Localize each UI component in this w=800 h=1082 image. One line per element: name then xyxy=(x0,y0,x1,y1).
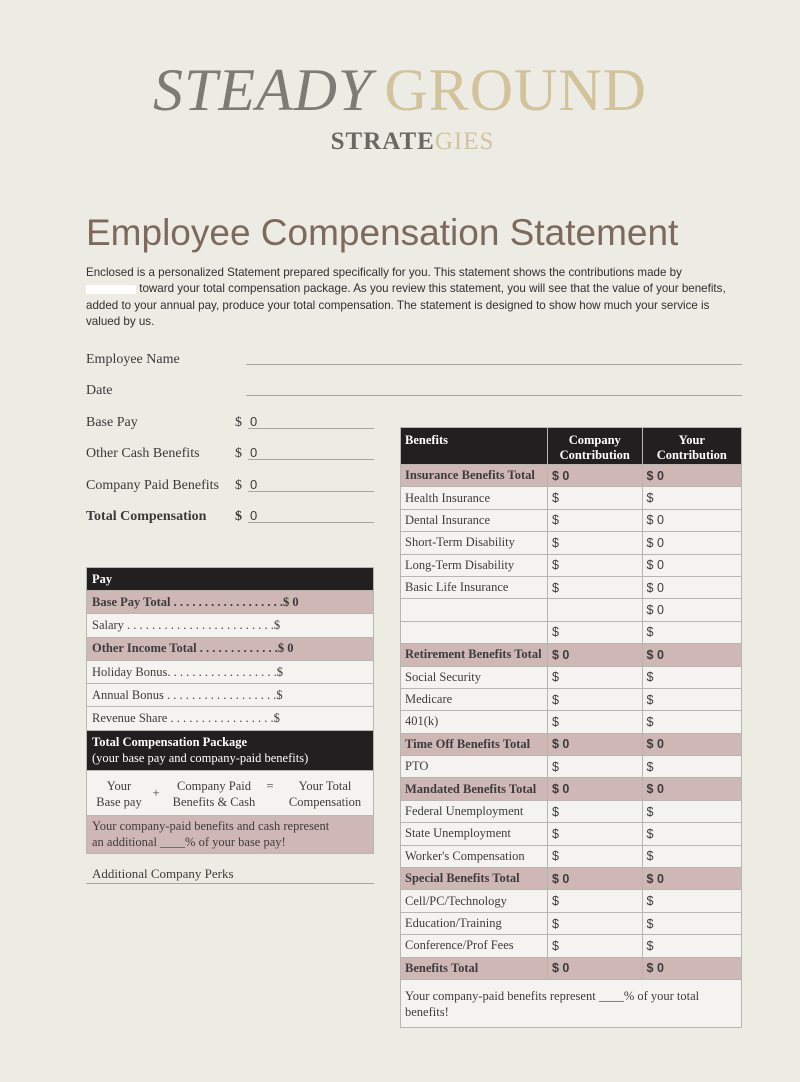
company-contribution-cell[interactable]: $ xyxy=(547,554,642,576)
intro-rest: toward your total compensation package. As you review this statement, you will see that the value of your benefits, added to your annual pay, produce your total compensation. The statement is designed to show how much your service is valued by us. xyxy=(86,282,726,328)
base-pay-value[interactable]: 0 xyxy=(250,414,258,429)
benefit-label: Social Security xyxy=(401,666,548,688)
table-row xyxy=(401,487,742,509)
company-contribution-cell[interactable]: $ xyxy=(547,621,642,643)
company-contribution-cell[interactable]: $ xyxy=(547,912,642,934)
table-row xyxy=(401,599,742,621)
base-pay-total[interactable]: Base Pay Total . . . . . . . . . . . . . . . . . .$ 0 xyxy=(87,591,374,614)
benefit-label: Cell/PC/Technology xyxy=(401,890,548,912)
pay-note-line1: Your company-paid benefits and cash represent xyxy=(92,819,330,834)
pay-note-line2: an additional ____% of your base pay! xyxy=(92,835,286,850)
company-contribution-cell[interactable]: $ 0 xyxy=(547,957,642,979)
benefit-label: Federal Unemployment xyxy=(401,800,548,822)
total-comp-label: Total Compensation xyxy=(86,509,207,524)
company-contribution-cell[interactable] xyxy=(547,599,642,621)
company-contribution-cell[interactable]: $ xyxy=(547,711,642,733)
other-cash-currency: $ xyxy=(235,446,242,461)
table-row xyxy=(401,890,742,912)
total-comp-line xyxy=(248,522,374,523)
your-contribution-cell[interactable]: $ 0 xyxy=(642,465,741,487)
eq-company-paid-2: Benefits & Cash xyxy=(172,794,256,809)
additional-perks-label: Additional Company Perks xyxy=(92,866,234,881)
pay-table xyxy=(86,567,374,854)
table-row xyxy=(401,912,742,934)
equation-cell xyxy=(87,770,374,815)
benefit-label: Special Benefits Total xyxy=(401,868,548,890)
table-row xyxy=(401,756,742,778)
company-contribution-cell[interactable]: $ xyxy=(547,532,642,554)
benefit-label: Mandated Benefits Total xyxy=(401,778,548,800)
annual-bonus-row[interactable]: Annual Bonus . . . . . . . . . . . . . . . . . .$ xyxy=(87,684,374,707)
benefits-header-row xyxy=(401,428,742,465)
revenue-share-row[interactable]: Revenue Share . . . . . . . . . . . . . . . . .$ xyxy=(87,707,374,730)
eq-your-base-pay xyxy=(91,778,147,810)
benefit-label: Long-Term Disability xyxy=(401,554,548,576)
your-contribution-cell[interactable]: $ xyxy=(642,890,741,912)
eq-your: Your xyxy=(106,778,132,793)
benefit-label: Time Off Benefits Total xyxy=(401,733,548,755)
benefit-rows xyxy=(401,465,742,980)
your-contribution-cell[interactable]: $ 0 xyxy=(642,532,741,554)
other-cash-value[interactable]: 0 xyxy=(250,445,258,460)
logo-sub-part2: GIES xyxy=(434,128,495,155)
benefit-label: Basic Life Insurance xyxy=(401,576,548,598)
benefit-label: Medicare xyxy=(401,688,548,710)
benefit-label xyxy=(401,621,548,643)
pay-header: Pay xyxy=(87,568,374,591)
your-contribution-header-2: Contribution xyxy=(656,448,727,462)
eq-company-paid-1: Company Paid xyxy=(177,778,251,793)
table-row xyxy=(87,614,374,637)
page-title: Employee Compensation Statement xyxy=(86,212,679,253)
logo-word-steady: STEADY xyxy=(152,57,373,123)
company-contribution-cell[interactable]: $ xyxy=(547,666,642,688)
benefits-table xyxy=(400,427,742,1028)
package-subtitle: (your base pay and company-paid benefits) xyxy=(92,751,309,766)
holiday-bonus-row[interactable]: Holiday Bonus. . . . . . . . . . . . . . . . . .$ xyxy=(87,660,374,683)
your-contribution-cell[interactable]: $ xyxy=(642,621,741,643)
package-title: Total Compensation Package xyxy=(92,735,248,750)
company-contribution-cell[interactable]: $ xyxy=(547,800,642,822)
benefit-label: Health Insurance xyxy=(401,487,548,509)
your-contribution-cell[interactable]: $ xyxy=(642,756,741,778)
company-contribution-cell[interactable]: $ xyxy=(547,823,642,845)
intro-line1: Enclosed is a personalized Statement prepared specifically for you. This statement shows the contributions made by xyxy=(86,266,682,279)
eq-company-paid xyxy=(165,778,263,810)
benefit-label: Conference/Prof Fees xyxy=(401,935,548,957)
company-contribution-cell[interactable]: $ xyxy=(547,756,642,778)
base-pay-label: Base Pay xyxy=(86,415,138,430)
company-contribution-cell[interactable]: $ 0 xyxy=(547,778,642,800)
base-pay-line xyxy=(248,428,374,429)
other-cash-label: Other Cash Benefits xyxy=(86,446,200,461)
your-contribution-cell[interactable]: $ xyxy=(642,711,741,733)
package-header xyxy=(87,730,374,770)
your-contribution-header xyxy=(642,428,741,465)
compensation-equation xyxy=(87,771,373,815)
benefit-label: State Unemployment xyxy=(401,823,548,845)
your-contribution-cell[interactable]: $ 0 xyxy=(642,733,741,755)
employee-name-line[interactable] xyxy=(246,364,742,365)
benefit-label: Insurance Benefits Total xyxy=(401,465,548,487)
table-row xyxy=(87,637,374,660)
benefit-label: Worker's Compensation xyxy=(401,845,548,867)
logo-title xyxy=(0,57,800,123)
your-contribution-cell[interactable]: $ 0 xyxy=(642,599,741,621)
your-contribution-cell[interactable]: $ 0 xyxy=(642,957,741,979)
your-contribution-cell[interactable]: $ xyxy=(642,935,741,957)
benefit-label xyxy=(401,599,548,621)
employee-name-label: Employee Name xyxy=(86,352,180,367)
benefit-label: Benefits Total xyxy=(401,957,548,979)
pay-note xyxy=(87,815,374,853)
your-contribution-cell[interactable]: $ xyxy=(642,845,741,867)
your-contribution-cell[interactable]: $ 0 xyxy=(642,778,741,800)
logo-sub-part1: STRATE xyxy=(330,128,435,155)
eq-your-total-1: Your Total xyxy=(298,778,352,793)
company-contribution-header-2: Contribution xyxy=(559,448,630,462)
logo-word-ground: GROUND xyxy=(384,57,648,123)
logo-subtitle xyxy=(0,128,800,156)
company-contribution-cell[interactable]: $ 0 xyxy=(547,465,642,487)
benefits-footer: Your company-paid benefits represent ____% of your total benefits! xyxy=(401,979,742,1027)
your-contribution-cell[interactable]: $ xyxy=(642,666,741,688)
pay-note-row xyxy=(87,815,374,853)
benefit-label: 401(k) xyxy=(401,711,548,733)
salary-row[interactable]: Salary . . . . . . . . . . . . . . . . . . . . . . . .$ xyxy=(87,614,374,637)
table-row xyxy=(401,554,742,576)
total-comp-value[interactable]: 0 xyxy=(250,508,258,523)
total-comp-currency: $ xyxy=(235,509,242,524)
company-contribution-cell[interactable]: $ 0 xyxy=(547,644,642,666)
company-paid-currency: $ xyxy=(235,478,242,493)
benefit-label: Education/Training xyxy=(401,912,548,934)
your-contribution-cell[interactable]: $ 0 xyxy=(642,554,741,576)
company-contribution-header xyxy=(547,428,642,465)
table-row xyxy=(401,957,742,979)
your-contribution-cell[interactable]: $ 0 xyxy=(642,509,741,531)
table-row xyxy=(401,733,742,755)
company-contribution-cell[interactable]: $ xyxy=(547,845,642,867)
plus-sign: + xyxy=(152,785,160,800)
your-contribution-cell[interactable]: $ xyxy=(642,487,741,509)
table-row xyxy=(401,778,742,800)
table-row xyxy=(87,660,374,683)
pay-header-row xyxy=(87,568,374,591)
your-contribution-cell[interactable]: $ 0 xyxy=(642,644,741,666)
company-contribution-cell[interactable]: $ xyxy=(547,487,642,509)
intro-paragraph xyxy=(86,265,746,330)
your-contribution-cell[interactable]: $ 0 xyxy=(642,576,741,598)
date-label: Date xyxy=(86,383,113,398)
package-header-row xyxy=(87,730,374,770)
table-row xyxy=(401,711,742,733)
redacted-company-name xyxy=(86,285,136,294)
your-contribution-cell[interactable]: $ xyxy=(642,912,741,934)
table-row xyxy=(401,532,742,554)
table-row xyxy=(401,509,742,531)
table-row xyxy=(401,868,742,890)
company-contribution-cell[interactable]: $ xyxy=(547,935,642,957)
table-row xyxy=(87,591,374,614)
benefit-label: PTO xyxy=(401,756,548,778)
table-row xyxy=(401,465,742,487)
your-contribution-cell[interactable]: $ xyxy=(642,688,741,710)
additional-perks-line[interactable] xyxy=(86,883,374,884)
company-contribution-cell[interactable]: $ 0 xyxy=(547,733,642,755)
benefit-label: Short-Term Disability xyxy=(401,532,548,554)
company-contribution-cell[interactable]: $ 0 xyxy=(547,868,642,890)
table-row xyxy=(401,621,742,643)
equation-row xyxy=(87,770,374,815)
base-pay-currency: $ xyxy=(235,415,242,430)
eq-base-pay: Base pay xyxy=(96,794,142,809)
table-row xyxy=(401,845,742,867)
table-row xyxy=(401,823,742,845)
benefits-header: Benefits xyxy=(401,428,548,465)
your-contribution-cell[interactable]: $ xyxy=(642,800,741,822)
company-contribution-cell[interactable]: $ xyxy=(547,576,642,598)
benefit-label: Retirement Benefits Total xyxy=(401,644,548,666)
table-row xyxy=(401,935,742,957)
table-row xyxy=(401,688,742,710)
benefit-label: Dental Insurance xyxy=(401,509,548,531)
company-contribution-header-1: Company xyxy=(568,433,621,447)
table-row xyxy=(401,800,742,822)
company-paid-line xyxy=(248,491,374,492)
company-contribution-cell[interactable]: $ xyxy=(547,890,642,912)
table-row xyxy=(401,644,742,666)
your-contribution-header-1: Your xyxy=(678,433,705,447)
company-paid-value[interactable]: 0 xyxy=(250,477,258,492)
table-row xyxy=(87,707,374,730)
date-line[interactable] xyxy=(246,395,742,396)
company-paid-label: Company Paid Benefits xyxy=(86,478,219,493)
your-contribution-cell[interactable]: $ xyxy=(642,823,741,845)
equals-sign: = xyxy=(266,778,274,793)
table-row xyxy=(401,576,742,598)
company-contribution-cell[interactable]: $ xyxy=(547,688,642,710)
your-contribution-cell[interactable]: $ 0 xyxy=(642,868,741,890)
other-income-total[interactable]: Other Income Total . . . . . . . . . . . . .$ 0 xyxy=(87,637,374,660)
eq-your-total xyxy=(279,778,371,810)
benefits-footer-row xyxy=(401,979,742,1027)
table-row xyxy=(87,684,374,707)
company-contribution-cell[interactable]: $ xyxy=(547,509,642,531)
table-row xyxy=(401,666,742,688)
other-cash-line xyxy=(248,459,374,460)
eq-your-total-2: Compensation xyxy=(288,794,362,809)
